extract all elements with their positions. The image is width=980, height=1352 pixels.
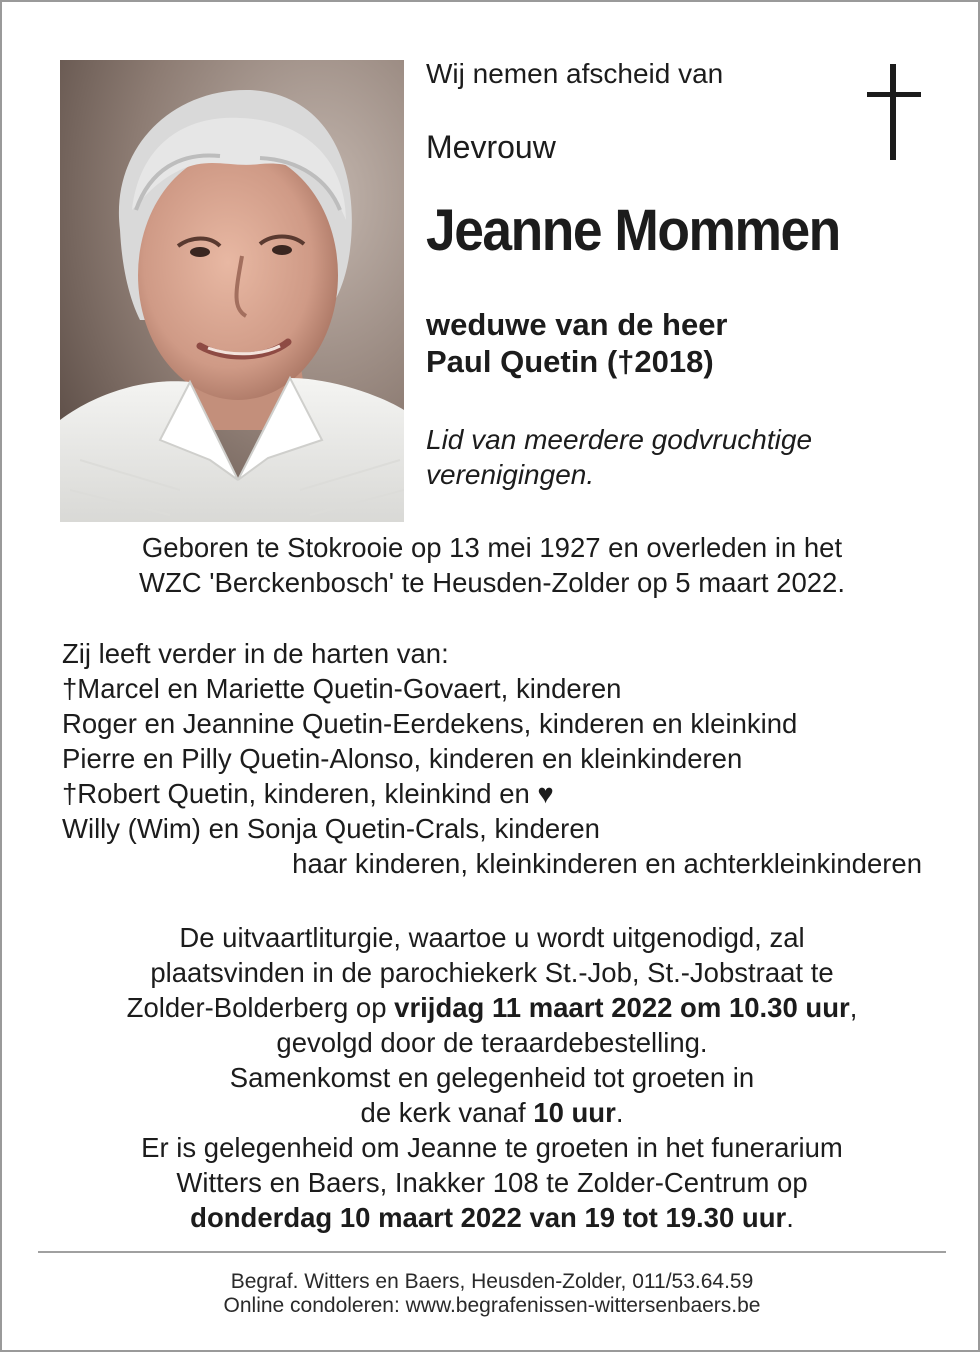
deceased-name: Jeanne Mommen: [426, 198, 840, 263]
salutation: Mevrouw: [426, 129, 556, 165]
membership-line-1: Lid van meerdere godvruchtige: [426, 424, 813, 455]
liturgy-line: Witters en Baers, Inakker 108 te Zolder-Centrum op: [176, 1167, 808, 1198]
funeral-home-contact: Begraf. Witters en Baers, Heusden-Zolder, 011/53.64.59: [230, 1270, 754, 1293]
family-intro: Zij leeft verder in de harten van:: [62, 638, 449, 669]
liturgy-punct: .: [786, 1202, 794, 1233]
membership-line-2: verenigingen.: [426, 459, 595, 490]
liturgy-punct: .: [615, 1097, 624, 1128]
family-member: †Robert Quetin, kinderen, kleinkind en ♥: [62, 778, 554, 809]
funeral-datetime: vrijdag 11 maart 2022 om 10.30 uur: [394, 992, 850, 1023]
portrait-photo: [60, 60, 404, 522]
portrait-illustration: [60, 60, 404, 522]
cross-icon: [864, 64, 924, 160]
membership-note: [426, 422, 812, 492]
widow-line-1: weduwe van de heer: [426, 307, 728, 342]
liturgy-line: [42, 990, 942, 1025]
liturgy-text: Zolder-Bolderberg op: [126, 992, 395, 1023]
intro-text: Wij nemen afscheid van: [426, 58, 724, 89]
liturgy-line: [42, 1200, 942, 1235]
family-list: [62, 636, 942, 881]
liturgy-text: de kerk vanaf: [360, 1097, 534, 1128]
family-member: Pierre en Pilly Quetin-Alonso, kinderen en kleinkinderen: [62, 743, 743, 774]
liturgy-punct: ,: [849, 992, 858, 1023]
online-condolence: Online condoleren: www.begrafenissen-wittersenbaers.be: [223, 1294, 761, 1317]
liturgy-line: De uitvaartliturgie, waartoe u wordt uitgenodigd, zal: [179, 922, 805, 953]
birth-line-2: WZC 'Berckenbosch' te Heusden-Zolder op 5 maart 2022.: [139, 567, 845, 598]
widow-statement: [426, 306, 728, 380]
liturgy-line: plaatsvinden in de parochiekerk St.-Job, St.-Jobstraat te: [150, 957, 834, 988]
widow-line-2: Paul Quetin (†2018): [426, 344, 714, 379]
footer-divider: [38, 1251, 946, 1253]
family-member: Willy (Wim) en Sonja Quetin-Crals, kinderen: [62, 813, 600, 844]
liturgy-line: Samenkomst en gelegenheid tot groeten in: [229, 1062, 755, 1093]
liturgy-line: gevolgd door de teraardebestelling.: [276, 1027, 708, 1058]
funeral-details: [42, 920, 942, 1235]
family-closing: haar kinderen, kleinkinderen en achterkleinkinderen: [292, 848, 922, 879]
birth-line-1: Geboren te Stokrooie op 13 mei 1927 en overleden in het: [141, 532, 843, 563]
family-member: Roger en Jeannine Quetin-Eerdekens, kinderen en kleinkind: [62, 708, 798, 739]
liturgy-line: [42, 1095, 942, 1130]
family-member: †Marcel en Mariette Quetin-Govaert, kinderen: [62, 673, 622, 704]
birth-death-info: [42, 530, 942, 600]
gathering-time: 10 uur: [533, 1097, 616, 1128]
liturgy-line: Er is gelegenheid om Jeanne te groeten in het funerarium: [141, 1132, 843, 1163]
footer: [42, 1270, 942, 1318]
visitation-datetime: donderdag 10 maart 2022 van 19 tot 19.30 uur: [190, 1202, 787, 1233]
